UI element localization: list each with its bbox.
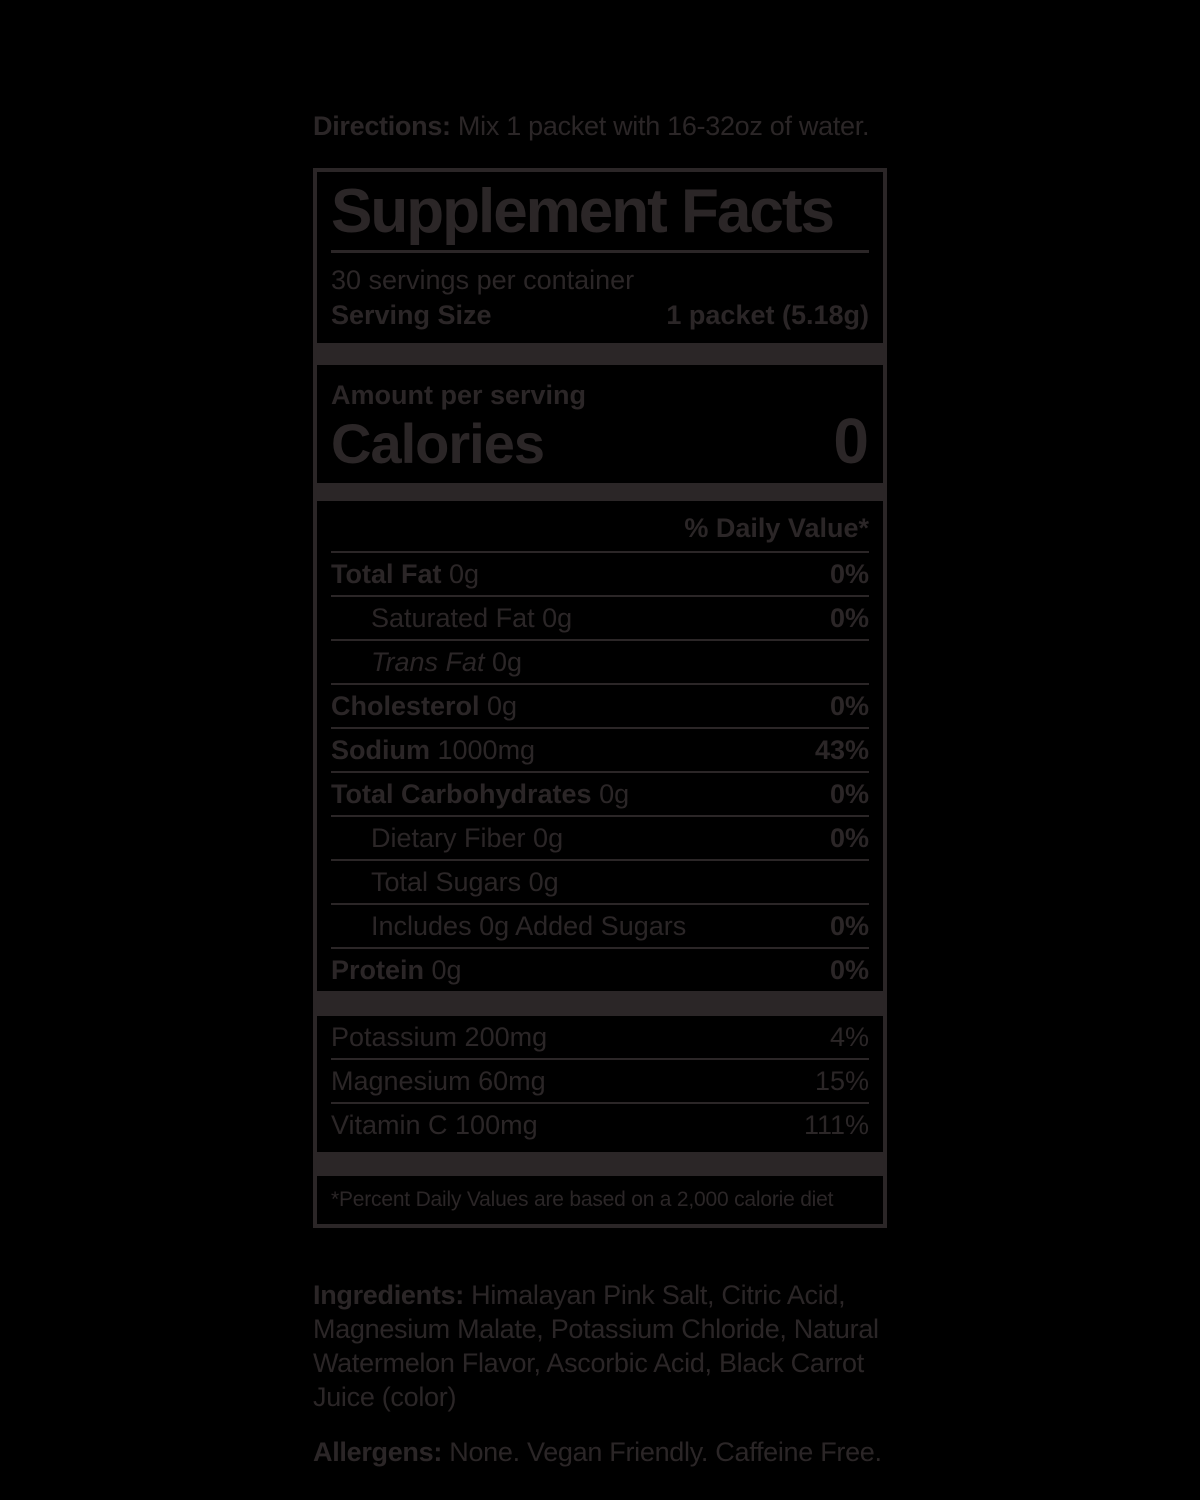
ingredients-line: [313, 1278, 887, 1414]
nutrient-row: [331, 683, 869, 727]
nutrient-row: [331, 1058, 869, 1102]
nutrient-daily-value: 4%: [829, 1022, 869, 1052]
separator-bar-protein: [317, 991, 883, 1016]
supplement-facts-panel: [313, 168, 887, 1228]
nutrient-amount: 0g: [525, 823, 564, 853]
nutrient-label: Dietary Fiber 0g: [371, 823, 564, 853]
serving-size-value: 1 packet (5.18g): [666, 300, 869, 330]
nutrient-daily-value: 15%: [814, 1066, 869, 1096]
serving-size-row: [331, 300, 869, 330]
nutrient-row: [331, 595, 869, 639]
nutrient-daily-value: 111%: [803, 1110, 869, 1140]
nutrient-label: Total Carbohydrates 0g: [331, 779, 630, 809]
nutrient-daily-value: 0%: [829, 691, 869, 721]
nutrient-row: [331, 639, 869, 683]
allergens-label: Allergens:: [313, 1437, 443, 1467]
nutrient-label: Vitamin C 100mg: [331, 1110, 538, 1140]
nutrient-row: [331, 1102, 869, 1146]
nutrient-label: Total Sugars 0g: [371, 867, 559, 897]
nutrient-label: Includes 0g Added Sugars: [371, 911, 687, 941]
nutrient-label: Magnesium 60mg: [331, 1066, 546, 1096]
nutrient-label: Total Fat 0g: [331, 559, 480, 589]
nutrient-amount: 0g: [591, 779, 630, 809]
nutrient-row: [331, 859, 869, 903]
ingredients-label: Ingredients:: [313, 1280, 464, 1310]
nutrient-row: [331, 815, 869, 859]
nutrient-amount: 1000mg: [430, 735, 536, 765]
nutrient-rows: [331, 551, 869, 991]
directions-text: Mix 1 packet with 16-32oz of water.: [450, 111, 870, 141]
title-divider: [331, 250, 869, 253]
nutrient-daily-value: 0%: [829, 779, 869, 809]
nutrient-daily-value: 43%: [814, 735, 869, 765]
allergens-text: None. Vegan Friendly. Caffeine Free.: [442, 1437, 882, 1467]
nutrient-amount: 0g: [534, 603, 573, 633]
nutrient-amount: 0g: [424, 955, 462, 985]
nutrient-daily-value: 0%: [829, 603, 869, 633]
nutrient-label: Saturated Fat 0g: [371, 603, 573, 633]
daily-value-header: % Daily Value*: [684, 513, 869, 543]
nutrient-row: [331, 947, 869, 991]
daily-value-footnote: *Percent Daily Values are based on a 2,000 calorie diet: [331, 1188, 834, 1211]
nutrient-amount: 0g: [484, 647, 523, 677]
nutrient-daily-value: 0%: [829, 955, 869, 985]
nutrient-daily-value: 0%: [829, 911, 869, 941]
directions-line: [313, 112, 887, 140]
nutrient-amount: 0g: [521, 867, 559, 897]
calories-value: 0: [833, 405, 869, 477]
nutrient-row: [331, 771, 869, 815]
separator-bar-final: [317, 1152, 883, 1176]
nutrient-label: Sodium 1000mg: [331, 735, 536, 765]
amount-per-serving-label: Amount per serving: [331, 380, 587, 410]
nutrient-row: [331, 1016, 869, 1058]
calories-row: [331, 405, 869, 477]
separator-bar-medium: [317, 483, 883, 501]
separator-bar-thick: [317, 343, 883, 365]
ingredients-text: Himalayan Pink Salt, Citric Acid, Magnesium Malate, Potassium Chloride, Natural Watermelon Flavor, Ascorbic Acid, Black Carrot Juice (color): [313, 1280, 879, 1412]
allergens-line: [313, 1437, 887, 1467]
nutrient-daily-value: 0%: [829, 559, 869, 589]
mineral-rows: [331, 1016, 869, 1146]
nutrient-row: [331, 551, 869, 595]
serving-size-label: Serving Size: [331, 300, 492, 330]
nutrient-label: Potassium 200mg: [331, 1022, 548, 1052]
directions-label: Directions:: [313, 111, 451, 141]
nutrient-label: Trans Fat 0g: [371, 647, 523, 677]
servings-per-container: 30 servings per container: [331, 265, 635, 295]
panel-title: Supplement Facts: [331, 177, 833, 246]
nutrient-label: Cholesterol 0g: [331, 691, 518, 721]
nutrient-daily-value: 0%: [829, 823, 869, 853]
nutrient-row: [331, 727, 869, 771]
nutrient-amount: 0g: [479, 691, 518, 721]
supplement-label: [313, 112, 887, 1467]
nutrient-row: [331, 903, 869, 947]
calories-label: Calories: [331, 412, 544, 475]
nutrient-label: Protein 0g: [331, 955, 462, 985]
nutrient-amount: 0g: [441, 559, 480, 589]
